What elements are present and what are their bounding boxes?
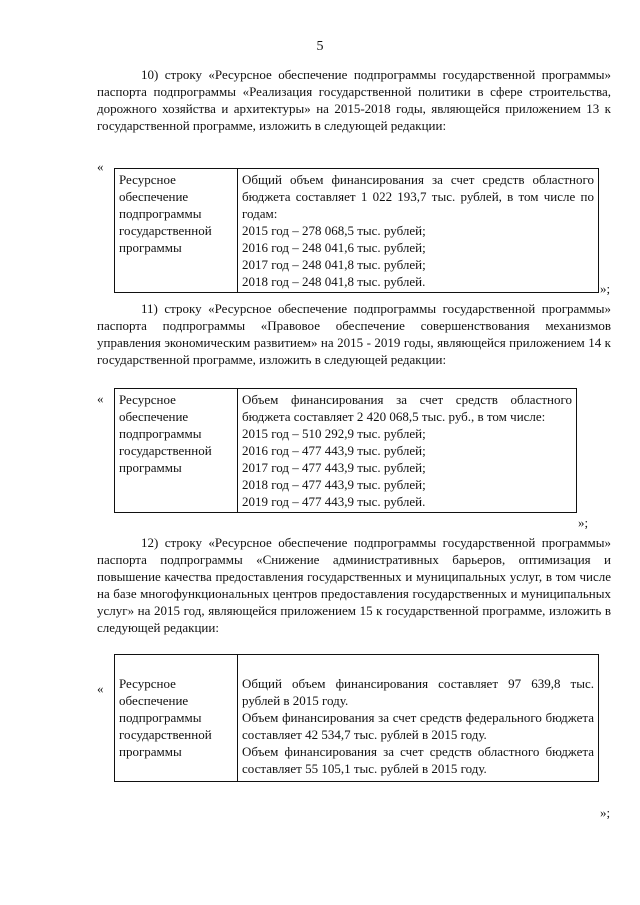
quote-close-11: »; (578, 515, 589, 530)
resource-content-cell-10: Общий объем финансирования за счет средств областного бюджета составляет 1 022 193,7 тыс. рублей, в том числе по годам: 2015 год – 278 068,5 тыс. рублей; 2016 год – 248 041,6 тыс. рублей; 2017 год – 248 041,8 тыс. рублей; 2018 год – 248 041,8 тыс. рублей. (238, 169, 599, 293)
quote-close-12: »; (600, 805, 611, 820)
paragraph-item-10 (97, 66, 611, 134)
page-number: 5 (316, 39, 324, 54)
paragraph-item-11-text: 11) строку «Ресурсное обеспечение подпрограммы государственной программы» паспорта подпрограммы «Правовое обеспечение совершенствования механизмов управления экономическим развитием» на 2015 - 2019 годы, являющейся приложением 14 к государственной программе, изложить в следующей редакции: (97, 301, 611, 367)
resource-label-cell-12: Ресурсное обеспечение подпрограммы государственной программы (115, 655, 238, 782)
resource-label-cell-10: Ресурсное обеспечение подпрограммы государственной программы (115, 169, 238, 293)
resource-table-10 (114, 168, 599, 293)
resource-content-cell-11: Объем финансирования за счет средств областного бюджета составляет 2 420 068,5 тыс. руб., в том числе: 2015 год – 510 292,9 тыс. рублей; 2016 год – 477 443,9 тыс. рублей; 2017 год – 477 443,9 тыс. рублей; 2018 год – 477 443,9 тыс. рублей; 2019 год – 477 443,9 тыс. рублей. (238, 389, 577, 513)
resource-content-cell-12: Общий объем финансирования составляет 97 639,8 тыс. рублей в 2015 году. Объем финансирования за счет средств федерального бюджета составляет 42 534,7 тыс. рублей в 2015 году. Объем финансирования за счет средств областного бюджета составляет 55 105,1 тыс. рублей в 2015 году. (238, 655, 599, 782)
quote-open-11: « (97, 391, 104, 406)
quote-open-12: « (97, 681, 104, 696)
paragraph-item-10-text: 10) строку «Ресурсное обеспечение подпрограммы государственной программы» паспорта подпрограммы «Реализация государственной политики в сфере строительства, дорожного хозяйства и архитектуры» на 2015-2018 годы, являющейся приложением 13 к государственной программе, изложить в следующей редакции: (97, 67, 611, 133)
paragraph-item-12 (97, 534, 611, 636)
paragraph-item-12-text: 12) строку «Ресурсное обеспечение подпрограммы государственной программы» паспорта подпрограммы «Снижение административных барьеров, оптимизация и повышение качества предоставления государственных и муниципальных услуг, в том числе на базе многофункциональных центров предоставления государственных и муниципальных услуг» на 2015 год, являющейся приложением 15 к государственной программе, изложить в следующей редакции: (97, 535, 611, 635)
quote-close-10: »; (600, 281, 611, 296)
paragraph-item-11 (97, 300, 611, 368)
quote-open-10: « (97, 159, 104, 174)
resource-table-12 (114, 654, 599, 782)
resource-label-cell-11: Ресурсное обеспечение подпрограммы государственной программы (115, 389, 238, 513)
resource-table-11 (114, 388, 577, 513)
